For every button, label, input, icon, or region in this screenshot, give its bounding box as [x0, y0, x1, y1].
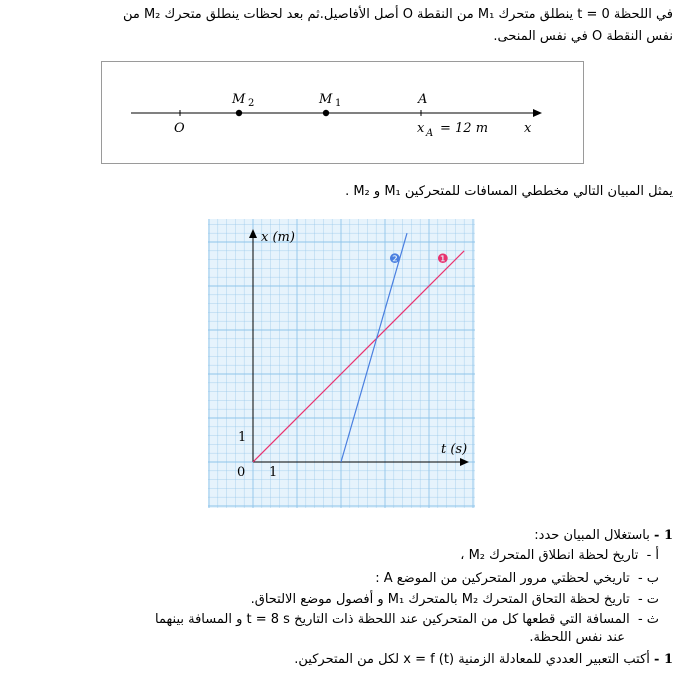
- question-1c: [0, 591, 659, 609]
- question-2-number: 1 -: [654, 652, 673, 667]
- x-tick-label: 1: [269, 465, 278, 480]
- question-1-number: 1 -: [654, 528, 673, 543]
- x-axis-label: x: [524, 121, 532, 136]
- graph-intro: يمثل المبيان التالي مخططي المسافات للمتحركين M₁ و M₂ .: [345, 184, 673, 199]
- chart-grid: [208, 219, 475, 508]
- question-1: [13, 527, 673, 545]
- question-1d-text: المسافة التي قطعها كل من المتحركين عند اللحظة ذات التاريخ t = 8 s و المسافة بينهما: [155, 612, 630, 627]
- grid-background: [208, 219, 475, 508]
- question-1a-text: تاريخ لحظة انطلاق المتحرك M₂ ،: [460, 548, 639, 563]
- y-axis-label: x (m): [261, 230, 295, 245]
- question-1c-label: ت -: [637, 592, 659, 607]
- question-1b-label: ب -: [637, 571, 659, 586]
- origin-label-chart: 0: [237, 465, 246, 480]
- intro-line-2: نفس النقطة O في نفس المنحى.: [493, 29, 673, 44]
- origin-label: O: [174, 121, 185, 136]
- question-1-text: باستغلال المبيان حدد:: [534, 528, 650, 543]
- question-1c-text: تاريخ لحظة التحاق المتحرك M₂ بالمتحرك M₁ و أفصول موضع الالتحاق.: [250, 592, 630, 607]
- question-1d: [0, 611, 659, 629]
- m2-label: M: [232, 92, 246, 107]
- series-1-marker: ❶: [437, 252, 449, 267]
- a-label: A: [418, 92, 428, 107]
- question-1a-label: أ -: [646, 548, 659, 563]
- series-2-marker: ❷: [389, 252, 401, 267]
- xa-label: x: [417, 121, 425, 136]
- intro-line-1: في اللحظة t = 0 ينطلق متحرك M₁ من النقطة O أصل الأفاصيل.ثم بعد لحظات ينطلق متحرك M₂ من: [122, 7, 673, 22]
- question-1d-label: ث -: [637, 612, 659, 627]
- m1-label: M: [319, 92, 333, 107]
- xa-subscript: A: [426, 128, 434, 139]
- m1-subscript: 1: [335, 98, 342, 109]
- y-tick-label: 1: [238, 430, 247, 445]
- question-2: [13, 651, 673, 669]
- xa-value: = 12 m: [440, 121, 489, 136]
- question-1a: [0, 547, 659, 565]
- m2-subscript: 2: [248, 98, 255, 109]
- question-2-text: أكتب التعبير العددي للمعادلة الزمنية x = f (t) لكل من المتحركين.: [294, 652, 650, 667]
- question-1d-continuation: عند نفس اللحظة.: [529, 630, 625, 645]
- x-axis-label: t (s): [441, 442, 468, 457]
- question-1b-text: تاريخي لحظتي مرور المتحركين من الموضع A :: [375, 571, 630, 586]
- question-1b: [0, 570, 659, 588]
